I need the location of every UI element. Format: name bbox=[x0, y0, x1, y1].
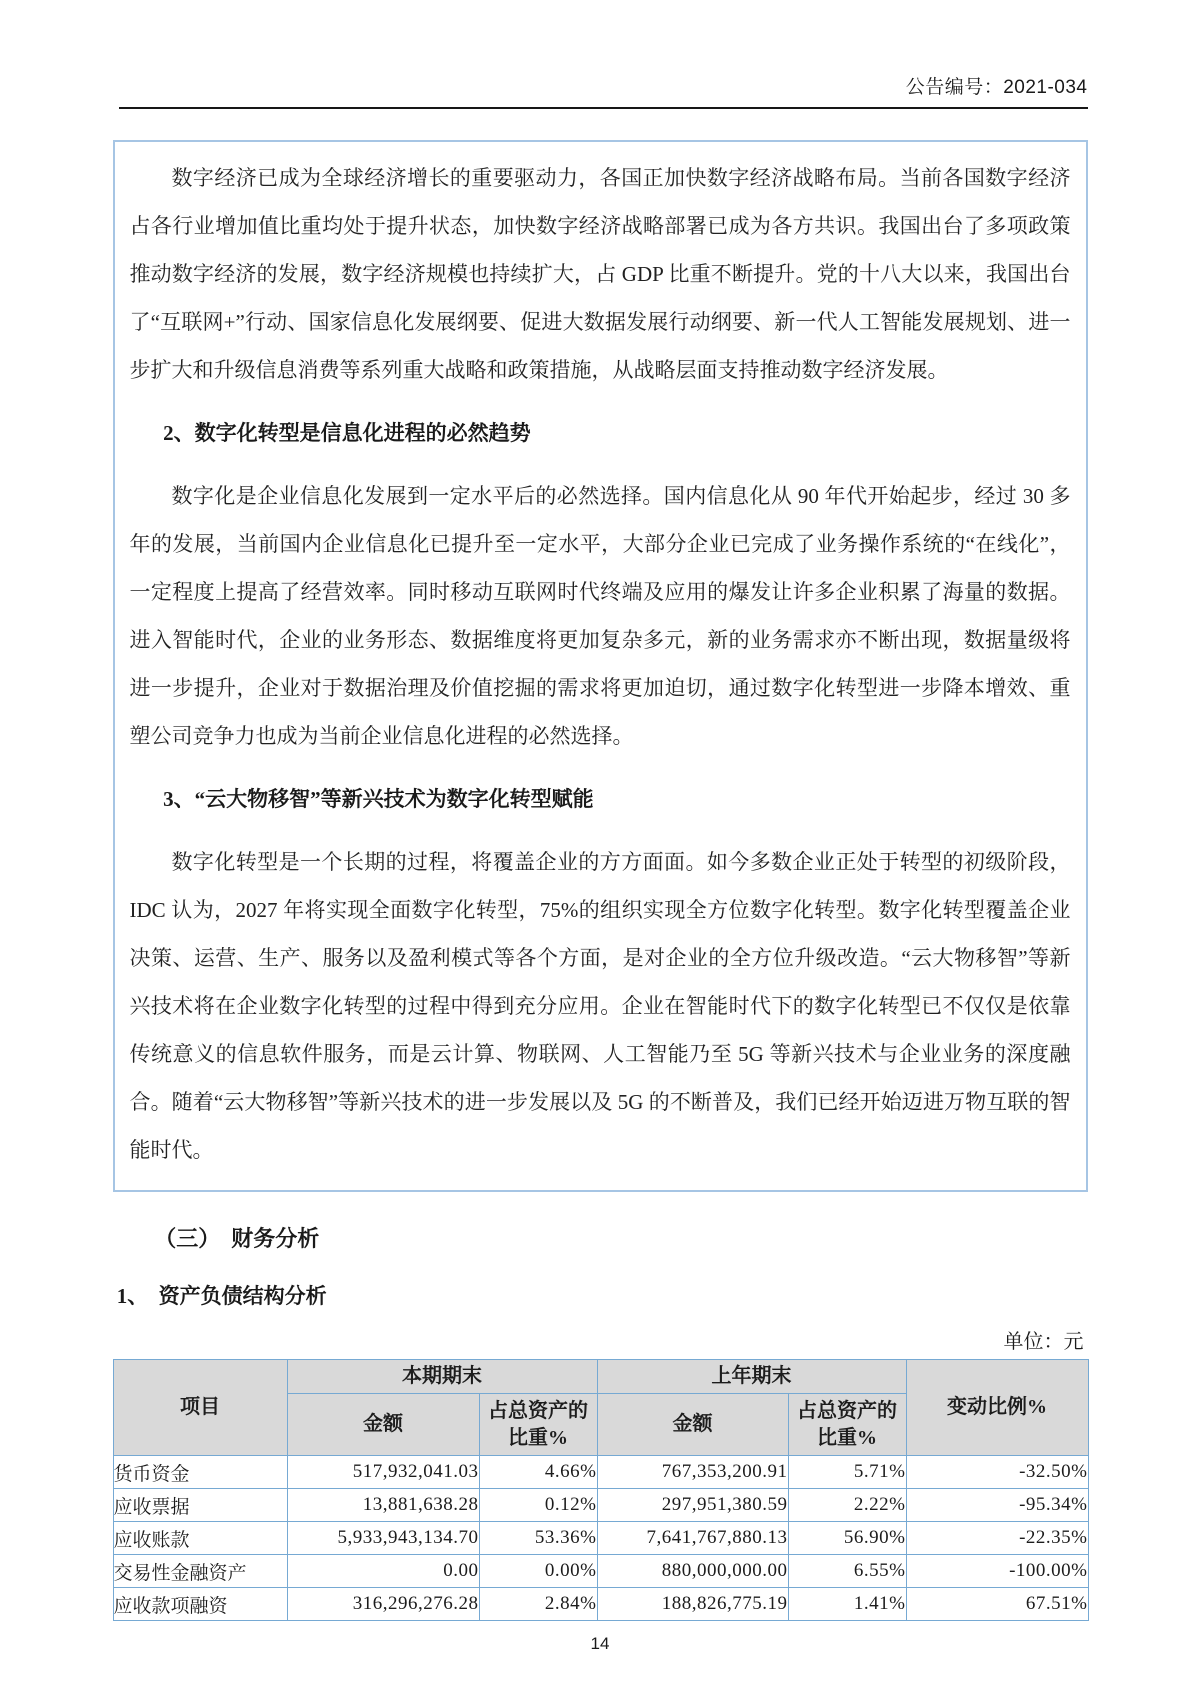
cell-prior-ratio: 5.71% bbox=[788, 1456, 906, 1489]
page-number: 14 bbox=[590, 1634, 610, 1653]
col-header-prior-amount: 金额 bbox=[597, 1394, 788, 1456]
cell-current-amount: 517,932,041.03 bbox=[287, 1456, 479, 1489]
col-header-prior-ratio: 占总资产的比重% bbox=[788, 1394, 906, 1456]
cell-current-ratio: 0.00% bbox=[479, 1555, 597, 1588]
table-row bbox=[113, 1522, 1088, 1555]
cell-current-ratio: 0.12% bbox=[479, 1489, 597, 1522]
cell-prior-ratio: 56.90% bbox=[788, 1522, 906, 1555]
cell-change-ratio: -32.50% bbox=[906, 1456, 1088, 1489]
paragraph-transformation-process: 数字化转型是一个长期的过程，将覆盖企业的方方面面。如今多数企业正处于转型的初级阶段，IDC 认为，2027 年将实现全面数字化转型，75%的组织实现全方位数字化转型。数字化转型覆盖企业决策、运营、生产、服务以及盈利模式等各个方面，是对企业的全方位升级改造。“云大物移智”等新兴技术将在企业数字化转型的过程中得到充分应用。企业在智能时代下的数字化转型已不仅仅是依靠传统意义的信息软件服务，而是云计算、物联网、人工智能乃至 5G 等新兴技术与企业业务的深度融合。随着“云大物移智”等新兴技术的进一步发展以及 5G 的不断普及，我们已经开始迈进万物互联的智能时代。 bbox=[129, 850, 1071, 1162]
table-row bbox=[113, 1489, 1088, 1522]
cell-current-amount: 13,881,638.28 bbox=[287, 1489, 479, 1522]
cell-prior-ratio: 1.41% bbox=[788, 1588, 906, 1621]
cell-item: 货币资金 bbox=[113, 1456, 287, 1489]
cell-current-ratio: 2.84% bbox=[479, 1588, 597, 1621]
col-header-change-ratio: 变动比例% bbox=[906, 1360, 1088, 1456]
heading-emerging-tech-empowerment: 3、“云大物移智”等新兴技术为数字化转型赋能 bbox=[163, 787, 594, 811]
table-row bbox=[113, 1456, 1088, 1489]
cell-current-ratio: 4.66% bbox=[479, 1456, 597, 1489]
paragraph-digital-economy: 数字经济已成为全球经济增长的重要驱动力，各国正加快数字经济战略布局。当前各国数字经济占各行业增加值比重均处于提升状态，加快数字经济战略部署已成为各方共识。我国出台了多项政策推动数字经济的发展，数字经济规模也持续扩大，占 GDP 比重不断提升。党的十八大以来，我国出台了“互联网+”行动、国家信息化发展纲要、促进大数据发展行动纲要、新一代人工智能发展规划、进一步扩大和升级信息消费等系列重大战略和政策措施，从战略层面支持推动数字经济发展。 bbox=[129, 166, 1071, 382]
cell-item: 应收账款 bbox=[113, 1522, 287, 1555]
cell-current-ratio: 53.36% bbox=[479, 1522, 597, 1555]
cell-prior-ratio: 6.55% bbox=[788, 1555, 906, 1588]
cell-item: 交易性金融资产 bbox=[113, 1555, 287, 1588]
cell-prior-amount: 297,951,380.59 bbox=[597, 1489, 788, 1522]
cell-prior-amount: 188,826,775.19 bbox=[597, 1588, 788, 1621]
content-box bbox=[113, 140, 1088, 1192]
cell-current-amount: 0.00 bbox=[287, 1555, 479, 1588]
cell-prior-amount: 7,641,767,880.13 bbox=[597, 1522, 788, 1555]
heading-balance-sheet-structure: 1、 资产负债结构分析 bbox=[116, 1284, 327, 1308]
cell-change-ratio: 67.51% bbox=[906, 1588, 1088, 1621]
announcement-number: 公告编号：2021-034 bbox=[905, 77, 1088, 98]
cell-prior-amount: 880,000,000.00 bbox=[597, 1555, 788, 1588]
cell-change-ratio: -22.35% bbox=[906, 1522, 1088, 1555]
table-row bbox=[113, 1588, 1088, 1621]
paragraph-digitalization-choice: 数字化是企业信息化发展到一定水平后的必然选择。国内信息化从 90 年代开始起步，经过 30 多年的发展，当前国内企业信息化已提升至一定水平，大部分企业已完成了业务操作系统的“在线化”，一定程度上提高了经营效率。同时移动互联网时代终端及应用的爆发让许多企业积累了海量的数据。进入智能时代，企业的业务形态、数据维度将更加复杂多元，新的业务需求亦不断出现，数据量级将进一步提升，企业对于数据治理及价值挖掘的需求将更加迫切，通过数字化转型进一步降本增效、重塑公司竞争力也成为当前企业信息化进程的必然选择。 bbox=[129, 484, 1071, 748]
heading-digital-transformation-trend: 2、数字化转型是信息化进程的必然趋势 bbox=[163, 421, 531, 445]
col-group-prior-year: 上年期末 bbox=[597, 1360, 906, 1394]
col-group-current-period: 本期期末 bbox=[287, 1360, 597, 1394]
table-row bbox=[113, 1555, 1088, 1588]
cell-change-ratio: -100.00% bbox=[906, 1555, 1088, 1588]
header-divider bbox=[119, 107, 1088, 109]
cell-current-amount: 5,933,943,134.70 bbox=[287, 1522, 479, 1555]
cell-current-amount: 316,296,276.28 bbox=[287, 1588, 479, 1621]
cell-prior-ratio: 2.22% bbox=[788, 1489, 906, 1522]
heading-financial-analysis: （三） 财务分析 bbox=[154, 1226, 320, 1251]
col-header-current-amount: 金额 bbox=[287, 1394, 479, 1456]
cell-item: 应收款项融资 bbox=[113, 1588, 287, 1621]
col-header-current-ratio: 占总资产的比重% bbox=[479, 1394, 597, 1456]
balance-sheet-table bbox=[113, 1359, 1089, 1621]
cell-item: 应收票据 bbox=[113, 1489, 287, 1522]
unit-label: 单位：元 bbox=[1003, 1331, 1084, 1353]
cell-prior-amount: 767,353,200.91 bbox=[597, 1456, 788, 1489]
cell-change-ratio: -95.34% bbox=[906, 1489, 1088, 1522]
col-header-item: 项目 bbox=[113, 1360, 287, 1456]
